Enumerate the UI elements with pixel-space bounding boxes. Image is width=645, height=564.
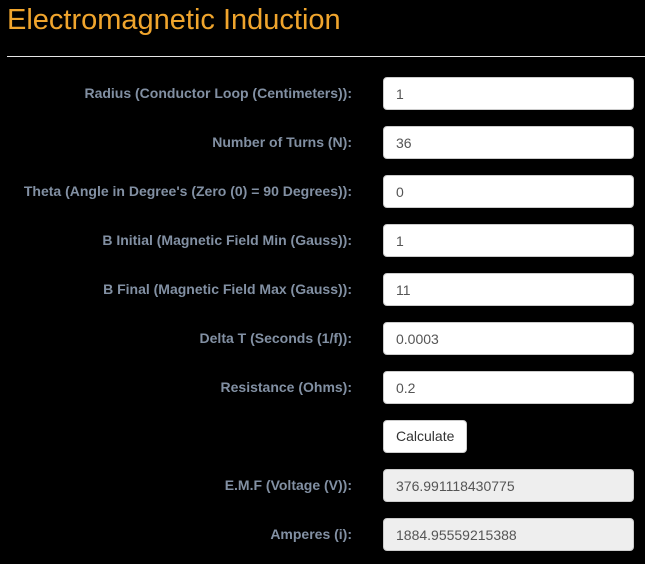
b-final-label: B Final (Magnetic Field Max (Gauss)): bbox=[103, 281, 352, 297]
theta-input[interactable] bbox=[383, 175, 634, 208]
b-initial-input[interactable] bbox=[383, 224, 634, 257]
turns-input[interactable] bbox=[383, 126, 634, 159]
form-row-delta-t bbox=[0, 322, 645, 355]
delta-t-input[interactable] bbox=[383, 322, 634, 355]
resistance-input[interactable] bbox=[383, 371, 634, 404]
form-row-theta bbox=[0, 175, 645, 208]
theta-label: Theta (Angle in Degree's (Zero (0) = 90 Degrees)): bbox=[23, 183, 352, 199]
b-initial-label: B Initial (Magnetic Field Min (Gauss)): bbox=[102, 232, 352, 248]
delta-t-label: Delta T (Seconds (1/f)): bbox=[199, 330, 352, 346]
turns-label: Number of Turns (N): bbox=[212, 134, 352, 150]
page-title: Electromagnetic Induction bbox=[7, 4, 341, 36]
b-final-input[interactable] bbox=[383, 273, 634, 306]
amperes-output[interactable] bbox=[383, 518, 634, 551]
title-divider bbox=[7, 56, 645, 57]
result-row-amperes bbox=[0, 518, 645, 551]
form-row-b-initial bbox=[0, 224, 645, 257]
radius-label: Radius (Conductor Loop (Centimeters)): bbox=[84, 85, 352, 101]
form-row-turns bbox=[0, 126, 645, 159]
emf-output[interactable] bbox=[383, 469, 634, 502]
radius-input[interactable] bbox=[383, 77, 634, 110]
form-row-calculate bbox=[0, 420, 645, 453]
form-row-radius bbox=[0, 77, 645, 110]
emf-label: E.M.F (Voltage (V)): bbox=[224, 477, 352, 493]
amperes-label: Amperes (i): bbox=[270, 526, 352, 542]
form-row-b-final bbox=[0, 273, 645, 306]
form-row-resistance bbox=[0, 371, 645, 404]
calculate-button[interactable]: Calculate bbox=[383, 420, 467, 453]
result-row-emf bbox=[0, 469, 645, 502]
resistance-label: Resistance (Ohms): bbox=[220, 379, 352, 395]
